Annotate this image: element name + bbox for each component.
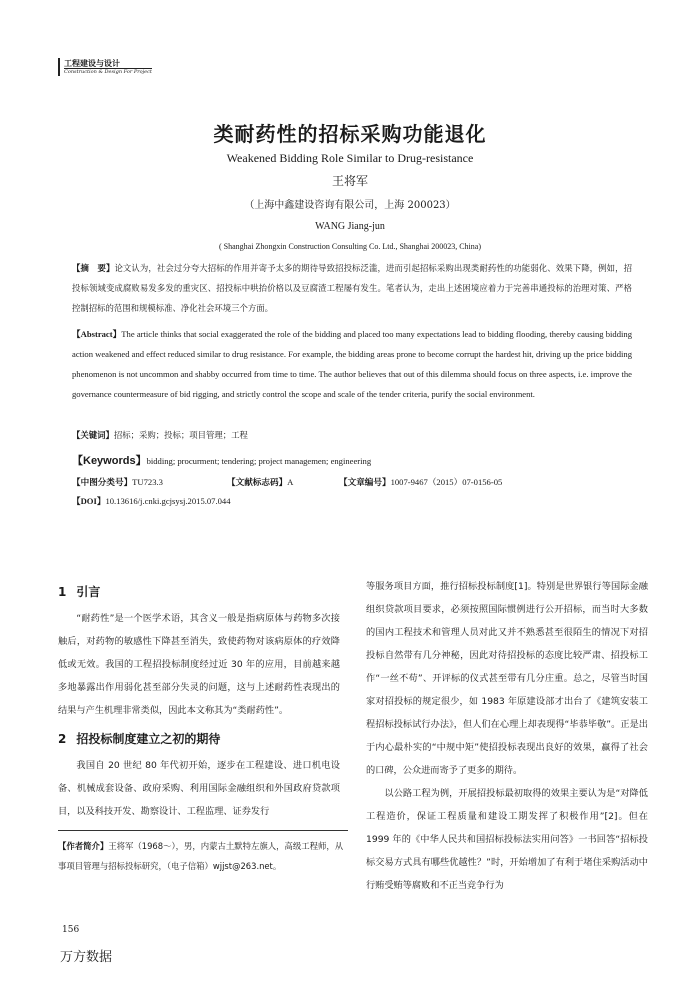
abstract-en-label: 【Abstract】	[72, 329, 122, 339]
abstract-cn-label: 【摘 要】	[72, 263, 115, 273]
journal-name-en: Construction & Design For Project	[64, 69, 152, 75]
paragraph: 我国自 20 世纪 80 年代初开始，逐步在工程建设、进口机电设备、机械成套设备、政府采购、利用国际金融组织和外国政府贷款项目，以及科技开发、勘察设计、工程监理、证券发行	[58, 760, 340, 817]
doi	[72, 495, 231, 507]
document-code: 【文献标志码】A	[227, 477, 294, 487]
footnote-divider	[58, 830, 348, 831]
journal-header	[58, 58, 152, 76]
doi-value: 10.13616/j.cnki.gcjsysj.2015.07.044	[105, 496, 231, 506]
abstract-en	[72, 324, 632, 404]
footnote-label: 【作者简介】	[58, 841, 109, 851]
paragraph: 以公路工程为例，开展招投标最初取得的效果主要认为是“对降低工程造价，保证工程质量和建设工期发挥了积极作用”[2]。但在 1999 年的《中华人民共和国招标投标法实用问答》一书回答“招标投标交易方式具有哪些优越性？”时，开始增加了有利于堵住采购活动中行贿受贿等腐败和不正当竞争行为	[366, 788, 648, 891]
keywords-cn-label: 【关键词】	[72, 430, 114, 440]
author-en: WANG Jiang-jun	[315, 221, 385, 232]
body-column-left	[58, 575, 340, 823]
footnote-text: 王将军（1968～），男，内蒙古土默特左旗人，高级工程师，从事项目管理与招标投标研究，（电子信箱）wjjst@263.net。	[58, 841, 344, 871]
paragraph: “耐药性”是一个医学术语，其含义一般是指病原体与药物多次接触后，对药物的敏感性下降甚至消失，致使药物对该病原体的疗效降低或无效。我国的工程招投标制度经过近 30 年的应用，目前越来越多地暴露出作用弱化甚至部分失灵的问题，这与上述耐药性表现出的结果与产生机理非常类似，因此本文称其为“类耐药性”。	[58, 613, 340, 716]
watermark: 万方数据	[60, 950, 113, 965]
abstract-cn	[72, 258, 632, 318]
affiliation-cn: （上海中鑫建设咨询有限公司，上海 200023）	[244, 200, 456, 211]
article-number: 【文章编号】1007-9467（2015）07-0156-05	[339, 477, 503, 487]
journal-name-cn: 工程建设与设计	[64, 58, 120, 68]
affiliation-en: ( Shanghai Zhongxin Construction Consulting Co. Ltd., Shanghai 200023, China)	[219, 242, 481, 251]
page-number: 156	[62, 925, 80, 935]
keywords-cn	[72, 429, 248, 441]
paper-title-en: Weakened Bidding Role Similar to Drug-resistance	[226, 151, 474, 165]
author-bio-footnote	[58, 836, 348, 876]
classification-row	[72, 476, 632, 488]
doi-label: 【DOI】	[72, 496, 106, 506]
paper-title-cn: 类耐药性的招标采购功能退化	[213, 122, 487, 146]
classification-number: 【中图分类号】TU723.3	[72, 477, 163, 487]
keywords-en-text: bidding; procurment; tendering; project managemen; engineering	[146, 456, 372, 466]
abstract-cn-text: 论文认为，社会过分夸大招标的作用并寄予太多的期待导致招投标泛滥，进而引起招标采购出现类耐药性的功能弱化、效果下降，例如，招投标领域变成腐败易发多发的重灾区、招投标中哄抬价格以及豆腐渣工程屡有发生。笔者认为，走出上述困境应着力于完善串通投标的治理对策、严格控制招标的范围和规模标准、净化社会环境三个方面。	[72, 263, 633, 313]
paragraph: 等服务项目方面，推行招标投标制度[1]。特别是世界银行等国际金融组织贷款项目要求，必须按照国际惯例进行公开招标，而当时大多数的国内工程技术和管理人员对此又并不熟悉甚至很陌生的情况下对招投标自然带有几分神秘，因此对待招投标的态度比较严肃、招投标工作“一丝不苟”、开评标的仪式甚至带有几分庄重。总之，尽管当时国家对招投标的规定很少，如 1983 年原建设部才出台了《建筑安装工程招标投标试行办法》，但人们在心理上却表现得“毕恭毕敬”。正是出于内心最朴实的“中规中矩”使招投标表现出良好的效果，赢得了社会的口碑，公众进而寄予了更多的期待。	[366, 581, 648, 776]
keywords-cn-text: 招标；采购；投标；项目管理；工程	[113, 430, 248, 440]
author-cn: 王将军	[331, 174, 368, 188]
section-heading-1: 1 引言	[58, 585, 101, 599]
body-column-right	[366, 575, 648, 897]
keywords-en	[72, 452, 371, 468]
abstract-en-text: The article thinks that social exaggerated the role of the bidding and placed too many expectations lead to bidding flooding, thereby causing bidding action weakened and effect reduced similar to drug resistance. For example, the bidding areas prone to become corrupt the hardest hit, driving up the price bidding phenomenon is not uncommon and shabby occurred from time to time. The author believes that out of this dilemma should focus on three aspects, i.e. improve the governance countermeasure of bid rigging, and strictly control the scope and scale of the tender criteria, purify the social environment.	[72, 329, 632, 399]
section-heading-2: 2 招投标制度建立之初的期待	[58, 732, 221, 746]
keywords-en-label: 【Keywords】	[72, 455, 147, 467]
